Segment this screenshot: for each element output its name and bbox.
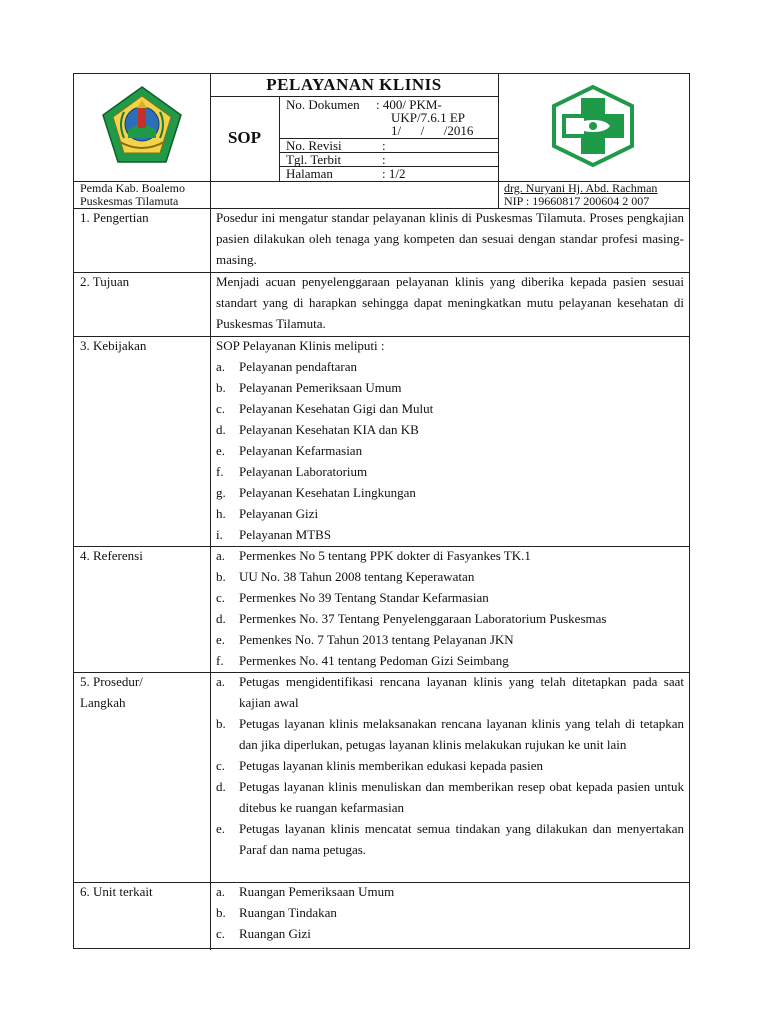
- section-text-pengertian: Posedur ini mengatur standar pelayanan klinis di Puskesmas Tilamuta. Proses pengkajian pasien dilakukan oleh tenaga yang kompeten dan sesuai dengan standar profesi masing-masing.: [216, 210, 684, 267]
- section-label-kebijakan: 3. Kebijakan: [80, 338, 147, 353]
- list-item-text: Permenkes No. 37 Tentang Penyelenggaraan Laboratorium Puskesmas: [239, 611, 607, 626]
- unit-terkait-list: [216, 881, 684, 944]
- list-item-text: Ruangan Tindakan: [239, 905, 337, 920]
- list-marker: e.: [216, 443, 226, 458]
- prosedur-list: [216, 671, 684, 860]
- list-item: [216, 356, 684, 377]
- list-marker: i.: [216, 527, 223, 542]
- tgl-terbit-value: :: [382, 152, 386, 167]
- list-item-text: Pelayanan pendaftaran: [239, 359, 358, 374]
- signer-name: drg. Nuryani Hj. Abd. Rachman: [504, 181, 658, 195]
- tgl-terbit-label: Tgl. Terbit: [286, 152, 342, 167]
- list-marker: c.: [216, 590, 226, 605]
- list-marker: e.: [216, 632, 226, 647]
- list-item: [216, 545, 684, 566]
- list-marker: b.: [216, 569, 226, 584]
- header-right-divider: [498, 74, 499, 208]
- section-label-tujuan: 2. Tujuan: [80, 274, 130, 289]
- list-item-text: Pelayanan Kesehatan Lingkungan: [239, 485, 416, 500]
- list-item-text: Ruangan Gizi: [239, 926, 311, 941]
- list-marker: a.: [216, 548, 226, 563]
- list-item-text: Pelayanan Gizi: [239, 506, 319, 521]
- section-text-tujuan: Menjadi acuan penyelenggaraan pelayanan klinis yang diberika kepada pasien sesuai standart yang di harapkan sehingga dapat meningkatkan mutu pelayanan kesehatan di Puskesmas Tilamuta.: [216, 274, 684, 331]
- list-item: [216, 566, 684, 587]
- list-item: [216, 503, 684, 524]
- list-marker: d.: [216, 611, 226, 626]
- list-marker: c.: [216, 758, 226, 773]
- no-dokumen-value: : 400/ PKM-: [376, 97, 442, 112]
- list-item-text: Permenkes No 39 Tentang Standar Kefarmasian: [239, 590, 489, 605]
- list-marker: f.: [216, 464, 224, 479]
- section-label-pengertian: 1. Pengertian: [80, 210, 149, 225]
- section-label-prosedur-2: Langkah: [80, 695, 126, 710]
- kebijakan-list: [216, 356, 684, 545]
- list-marker: b.: [216, 905, 226, 920]
- no-dokumen-value-2: UKP/7.6.1 EP: [391, 110, 466, 125]
- list-marker: c.: [216, 926, 226, 941]
- org-unit: Puskesmas Tilamuta: [80, 194, 179, 208]
- list-item-text: Pemenkes No. 7 Tahun 2013 tentang Pelayanan JKN: [239, 632, 514, 647]
- list-marker: g.: [216, 485, 226, 500]
- section-label-unit-terkait: 6. Unit terkait: [80, 884, 153, 899]
- puskesmas-cross-logo-icon: [548, 84, 638, 168]
- list-marker: f.: [216, 653, 224, 668]
- list-item: [216, 608, 684, 629]
- list-item-text: Pelayanan MTBS: [239, 527, 332, 542]
- list-item-text: UU No. 38 Tahun 2008 tentang Keperawatan: [239, 569, 475, 584]
- list-item: [216, 587, 684, 608]
- list-item: [216, 524, 684, 545]
- list-marker: h.: [216, 506, 226, 521]
- list-item-text: Petugas mengidentifikasi rencana layanan klinis yang telah ditetapkan pada saat kajian awal: [239, 674, 684, 710]
- no-revisi-label: No. Revisi: [286, 138, 342, 153]
- list-marker: b.: [216, 380, 226, 395]
- list-marker: e.: [216, 821, 226, 836]
- list-item-text: Petugas layanan klinis menuliskan dan memberikan resep obat kepada pasien untuk ditebus ke ruangan kefarmasian: [239, 779, 684, 815]
- halaman-value: : 1/2: [382, 166, 406, 181]
- list-item: [216, 671, 684, 713]
- list-item: [216, 419, 684, 440]
- list-marker: c.: [216, 401, 226, 416]
- column-divider: [210, 74, 211, 950]
- list-item-text: Pelayanan Laboratorium: [239, 464, 368, 479]
- no-revisi-value: :: [382, 138, 386, 153]
- list-item-text: Ruangan Pemeriksaan Umum: [239, 884, 395, 899]
- halaman-label: Halaman: [286, 166, 333, 181]
- list-marker: a.: [216, 674, 226, 689]
- list-marker: d.: [216, 779, 226, 794]
- list-item: [216, 398, 684, 419]
- section-label-prosedur: 5. Prosedur/: [80, 674, 143, 689]
- list-item-text: Pelayanan Kesehatan Gigi dan Mulut: [239, 401, 434, 416]
- list-item-text: Petugas layanan klinis mencatat semua tindakan yang dilakukan dan menyertakan Paraf dan nama petugas.: [239, 821, 684, 857]
- list-item-text: Petugas layanan klinis melaksanakan rencana layanan klinis yang telah di tetapkan dan jika diperlukan, petugas layanan klinis melakukan rujukan ke unit lain: [239, 716, 684, 752]
- list-item-text: Permenkes No 5 tentang PPK dokter di Fasyankes TK.1: [239, 548, 531, 563]
- no-dokumen-label: No. Dokumen: [286, 97, 360, 112]
- list-item-text: Petugas layanan klinis memberikan edukasi kepada pasien: [239, 758, 543, 773]
- list-item: [216, 461, 684, 482]
- signer-nip: NIP : 19660817 200604 2 007: [504, 194, 650, 208]
- section-intro-kebijakan: SOP Pelayanan Klinis meliputi :: [216, 338, 385, 353]
- list-marker: a.: [216, 884, 226, 899]
- list-item: [216, 881, 684, 902]
- list-item: [216, 629, 684, 650]
- list-item: [216, 713, 684, 755]
- list-item-text: Pelayanan Pemeriksaan Umum: [239, 380, 402, 395]
- list-item: [216, 902, 684, 923]
- page-title: PELAYANAN KLINIS: [266, 75, 442, 94]
- list-item-text: Permenkes No. 41 tentang Pedoman Gizi Seimbang: [239, 653, 509, 668]
- list-item: [216, 923, 684, 944]
- list-item: [216, 776, 684, 818]
- list-item: [216, 482, 684, 503]
- list-item-text: Pelayanan Kefarmasian: [239, 443, 363, 458]
- list-item: [216, 377, 684, 398]
- sop-label: SOP: [227, 128, 262, 147]
- list-item: [216, 650, 684, 671]
- list-item: [216, 755, 684, 776]
- referensi-list: [216, 545, 684, 671]
- list-item-text: Pelayanan Kesehatan KIA dan KB: [239, 422, 419, 437]
- list-marker: d.: [216, 422, 226, 437]
- org-name: Pemda Kab. Boalemo: [80, 181, 185, 195]
- list-marker: b.: [216, 716, 226, 731]
- no-dokumen-value-3: 1/ / /2016: [391, 123, 474, 138]
- pemda-boalemo-emblem-icon: [100, 84, 184, 166]
- list-item: [216, 440, 684, 461]
- section-label-referensi: 4. Referensi: [80, 548, 143, 563]
- list-marker: a.: [216, 359, 226, 374]
- list-item: [216, 818, 684, 860]
- sop-document: [73, 73, 690, 949]
